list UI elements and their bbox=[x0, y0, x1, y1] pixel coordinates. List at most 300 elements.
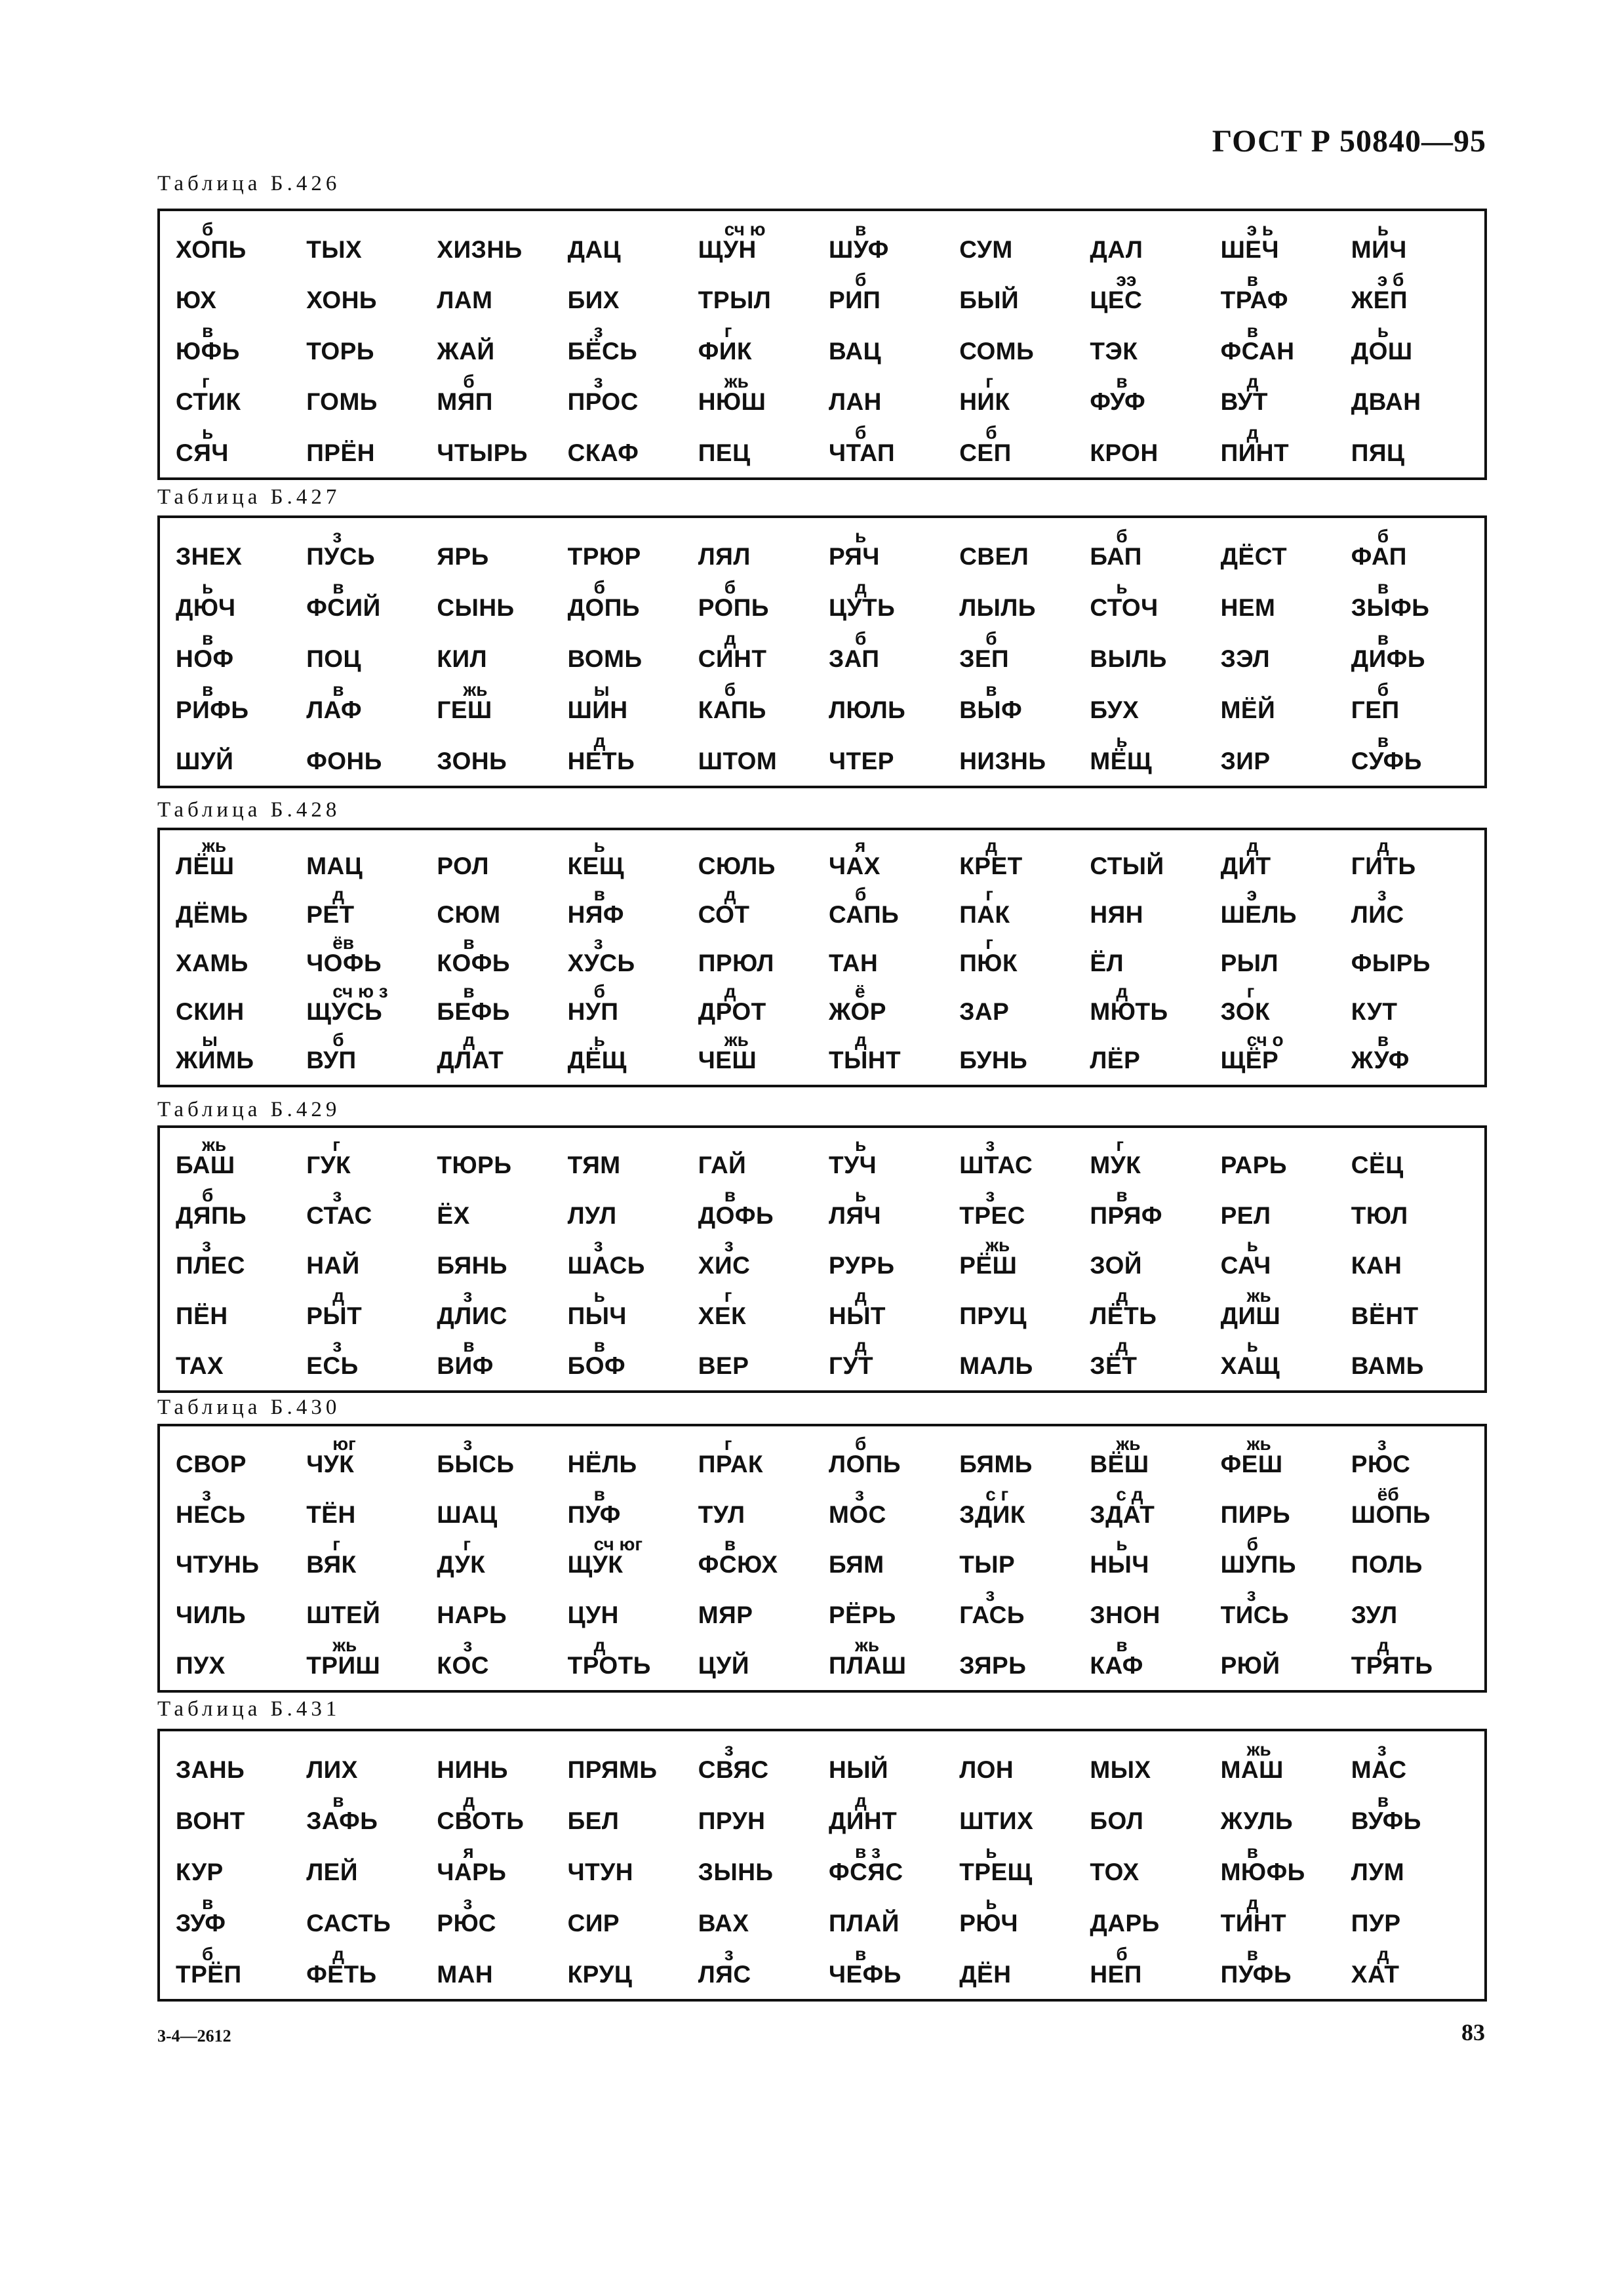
sound-mark: ь bbox=[593, 836, 605, 856]
table-cell bbox=[430, 1183, 561, 1233]
table-cell bbox=[953, 1533, 1083, 1583]
table-cell bbox=[1345, 1482, 1475, 1533]
table-cell bbox=[430, 981, 561, 1030]
table-cell bbox=[1214, 1183, 1345, 1233]
table-word: ТИСЬ bbox=[1220, 1601, 1290, 1629]
table-word: ФСЯС bbox=[828, 1859, 903, 1885]
table-cell bbox=[430, 1432, 561, 1482]
table-cell bbox=[561, 1234, 692, 1283]
table-cell bbox=[1083, 1482, 1214, 1533]
sound-mark: г bbox=[1116, 1135, 1124, 1156]
table-cell bbox=[300, 420, 430, 471]
table-cell bbox=[300, 1582, 430, 1633]
table-cell bbox=[1083, 268, 1214, 319]
table-word: ТРАФ bbox=[1220, 287, 1289, 314]
table-cell bbox=[953, 420, 1083, 471]
table-word: ГУТ bbox=[828, 1352, 874, 1379]
table-cell bbox=[169, 1030, 300, 1078]
table-cell bbox=[1345, 318, 1475, 369]
table-cell bbox=[1345, 1633, 1475, 1683]
table-cell bbox=[169, 420, 300, 471]
sound-mark: ь bbox=[1246, 1335, 1258, 1356]
table-word: ПЯЦ bbox=[1351, 439, 1405, 466]
table-cell bbox=[561, 574, 692, 626]
sound-mark: в bbox=[1377, 577, 1389, 597]
sound-mark: ы bbox=[202, 1030, 218, 1050]
table-cell bbox=[953, 836, 1083, 884]
table-cell bbox=[1083, 1737, 1214, 1788]
table-cell bbox=[822, 1334, 953, 1384]
table-word: ВЁНТ bbox=[1351, 1302, 1419, 1329]
table-cell bbox=[561, 1582, 692, 1633]
table-word: ВУФЬ bbox=[1351, 1807, 1421, 1834]
table-cell bbox=[953, 1839, 1083, 1890]
table-cell bbox=[692, 884, 822, 933]
table-cell bbox=[822, 216, 953, 268]
table-word: НЫТ bbox=[828, 1302, 886, 1329]
table-cell bbox=[1214, 1941, 1345, 1992]
table-cell bbox=[430, 369, 561, 420]
table-word: БОФ bbox=[567, 1352, 626, 1379]
table-cell bbox=[300, 677, 430, 728]
sound-mark: в bbox=[1377, 628, 1389, 649]
table-word: ПИРЬ bbox=[1220, 1500, 1291, 1528]
table-word: ТЮРЬ bbox=[437, 1152, 512, 1179]
table-word: БИХ bbox=[567, 287, 620, 314]
table-word: ГИТЬ bbox=[1351, 853, 1416, 879]
table-word: ПЛЕС bbox=[176, 1252, 245, 1279]
sound-mark: ь bbox=[202, 422, 214, 443]
table-cell bbox=[692, 1432, 822, 1482]
table-word: ТЫНТ bbox=[828, 1047, 901, 1074]
table-cell bbox=[953, 1183, 1083, 1233]
table-cell bbox=[300, 884, 430, 933]
table-word: ФИК bbox=[698, 337, 753, 365]
sound-mark: сч юг bbox=[593, 1534, 643, 1555]
table-cell bbox=[561, 1890, 692, 1941]
table-cell bbox=[692, 1582, 822, 1633]
sound-mark: з bbox=[985, 1184, 995, 1205]
sound-mark: в bbox=[985, 679, 997, 700]
table-cell bbox=[300, 1633, 430, 1683]
table-cell bbox=[1345, 884, 1475, 933]
table-cell bbox=[822, 1030, 953, 1078]
table-cell bbox=[692, 626, 822, 677]
table-word: ЗНОН bbox=[1090, 1601, 1160, 1629]
table-cell bbox=[300, 1788, 430, 1839]
table-word: БУХ bbox=[1090, 696, 1139, 723]
table-word: ТЯМ bbox=[567, 1152, 621, 1179]
sound-mark: жь bbox=[332, 1635, 357, 1655]
table-word: НЕП bbox=[1090, 1961, 1142, 1988]
table-word: БУНЬ bbox=[959, 1047, 1028, 1074]
sound-mark: б bbox=[202, 1184, 214, 1205]
table-word: СЕП bbox=[959, 439, 1012, 466]
sound-mark: з bbox=[332, 526, 342, 546]
table-cell bbox=[1345, 1432, 1475, 1482]
table-word: КУР bbox=[176, 1859, 224, 1885]
table-word: ФУФ bbox=[1090, 388, 1146, 416]
table-cell bbox=[430, 574, 561, 626]
table-cell bbox=[300, 933, 430, 981]
table-word: НЮШ bbox=[698, 388, 766, 416]
table-word: САСТЬ bbox=[306, 1910, 391, 1937]
table-cell bbox=[430, 420, 561, 471]
table-cell bbox=[430, 1533, 561, 1583]
table-cell bbox=[953, 1890, 1083, 1941]
table-cell bbox=[430, 1582, 561, 1633]
sound-mark: д bbox=[854, 577, 867, 597]
table-word: НУП bbox=[567, 998, 619, 1025]
table-word: ХАТ bbox=[1351, 1961, 1400, 1988]
word-grid bbox=[169, 216, 1475, 471]
word-grid bbox=[169, 836, 1475, 1078]
table-word: ХЕК bbox=[698, 1302, 747, 1329]
sound-mark: в bbox=[1246, 270, 1258, 291]
table-cell bbox=[1083, 574, 1214, 626]
sound-mark: э ь bbox=[1246, 218, 1274, 239]
table-word: КУТ bbox=[1351, 998, 1398, 1025]
table-cell bbox=[169, 1633, 300, 1683]
table-word: ШАСЬ bbox=[567, 1252, 645, 1279]
table-cell bbox=[430, 1941, 561, 1992]
table-word: КРОН bbox=[1090, 439, 1159, 466]
sound-mark: б bbox=[854, 422, 867, 443]
table-cell bbox=[1083, 884, 1214, 933]
table-cell bbox=[1214, 728, 1345, 779]
table-word: НАРЬ bbox=[437, 1601, 507, 1629]
table-word: ЗАП bbox=[828, 645, 880, 672]
table-word: ГОМЬ bbox=[306, 388, 378, 416]
sound-mark: б bbox=[854, 270, 867, 291]
table-word: РЮЧ bbox=[959, 1910, 1019, 1937]
table-word: ХИС bbox=[698, 1252, 751, 1279]
sound-mark: г bbox=[463, 1534, 471, 1555]
word-grid bbox=[169, 1133, 1475, 1384]
table-word: ЧИЛЬ bbox=[176, 1601, 247, 1629]
table-word: ТЁН bbox=[306, 1500, 356, 1528]
sound-mark: в bbox=[1246, 1944, 1258, 1964]
table-cell bbox=[561, 318, 692, 369]
table-cell bbox=[822, 677, 953, 728]
table-word: ДИФЬ bbox=[1351, 645, 1425, 672]
table-word: ПУХ bbox=[176, 1652, 226, 1679]
table-word: МИЧ bbox=[1351, 235, 1407, 263]
sound-mark: з bbox=[1377, 884, 1387, 904]
table-cell bbox=[1214, 1334, 1345, 1384]
table-word: ТАН bbox=[828, 950, 879, 977]
table-cell bbox=[300, 523, 430, 574]
sound-mark: ь bbox=[1377, 218, 1389, 239]
table-word: СОМЬ bbox=[959, 337, 1035, 365]
table-cell bbox=[822, 1941, 953, 1992]
table-cell bbox=[561, 1133, 692, 1183]
table-cell bbox=[953, 1633, 1083, 1683]
sound-mark: жь bbox=[1116, 1433, 1141, 1454]
table-word: ФОНЬ bbox=[306, 748, 382, 775]
table-cell bbox=[1083, 1839, 1214, 1890]
sound-mark: з bbox=[985, 1584, 995, 1605]
table-word: ДОШ bbox=[1351, 337, 1413, 365]
table-word: ЛУЛ bbox=[567, 1201, 617, 1229]
sound-mark: в bbox=[463, 1335, 475, 1356]
table-caption: Таблица Б.429 bbox=[157, 1098, 341, 1121]
sound-mark: з bbox=[202, 1235, 211, 1256]
table-word: ЛОН bbox=[959, 1756, 1014, 1783]
table-word: ЗЕП bbox=[959, 645, 1010, 672]
table-word: ЗАНЬ bbox=[176, 1756, 245, 1783]
table-cell bbox=[822, 836, 953, 884]
sound-mark: з bbox=[593, 371, 603, 392]
table-caption: Таблица Б.427 bbox=[157, 485, 341, 509]
table-cell bbox=[169, 728, 300, 779]
sound-mark: в bbox=[593, 884, 605, 904]
sound-mark: э б bbox=[1377, 270, 1404, 291]
table-cell bbox=[561, 1432, 692, 1482]
table-cell bbox=[692, 574, 822, 626]
table-word: БАШ bbox=[176, 1152, 235, 1179]
table-word: ХОПЬ bbox=[176, 235, 247, 263]
table-word: БЕЛ bbox=[567, 1807, 620, 1834]
sound-mark: в bbox=[1116, 1184, 1128, 1205]
table-word: МЮФЬ bbox=[1220, 1859, 1305, 1885]
table-word: ПРУН bbox=[698, 1807, 766, 1834]
sound-mark: ь bbox=[1116, 577, 1128, 597]
table-cell bbox=[561, 1482, 692, 1533]
sound-mark: д bbox=[1377, 1635, 1389, 1655]
table-word: ЗАФЬ bbox=[306, 1807, 378, 1834]
table-cell bbox=[169, 1582, 300, 1633]
sound-mark: ь bbox=[1246, 1235, 1258, 1256]
table-word: ЗНЕХ bbox=[176, 543, 243, 570]
sound-mark: в bbox=[724, 1184, 736, 1205]
table-cell bbox=[692, 1234, 822, 1283]
table-cell bbox=[1345, 369, 1475, 420]
sound-mark: жь bbox=[985, 1235, 1010, 1256]
table-word: ПИНТ bbox=[1220, 439, 1290, 466]
table-word: ШАЦ bbox=[437, 1500, 498, 1528]
word-table bbox=[157, 515, 1487, 788]
table-word: ДЮЧ bbox=[176, 594, 236, 621]
table-word: ТАХ bbox=[176, 1352, 224, 1379]
sound-mark: в bbox=[202, 628, 214, 649]
sound-mark: в з bbox=[854, 1842, 881, 1862]
sound-mark: в bbox=[854, 218, 867, 239]
table-cell bbox=[300, 1533, 430, 1583]
table-word: ПОЦ bbox=[306, 645, 362, 672]
table-cell bbox=[1083, 318, 1214, 369]
sound-mark: жь bbox=[1246, 1739, 1271, 1760]
sound-mark: в bbox=[1377, 731, 1389, 751]
sound-mark: з bbox=[724, 1739, 734, 1760]
table-cell bbox=[169, 1737, 300, 1788]
table-cell bbox=[1083, 981, 1214, 1030]
table-word: ЛЮЛЬ bbox=[828, 696, 906, 723]
table-cell bbox=[561, 523, 692, 574]
table-word: ДИШ bbox=[1220, 1302, 1281, 1329]
table-word: ДЁЩ bbox=[567, 1047, 627, 1074]
sound-mark: з bbox=[463, 1635, 473, 1655]
table-caption: Таблица Б.431 bbox=[157, 1697, 341, 1721]
table-cell bbox=[1214, 1133, 1345, 1183]
table-word: ШУФ bbox=[828, 235, 889, 263]
table-cell bbox=[430, 1737, 561, 1788]
table-word: СЫНЬ bbox=[437, 594, 515, 621]
table-word: СТЫЙ bbox=[1090, 853, 1164, 879]
word-table bbox=[157, 1125, 1487, 1393]
table-cell bbox=[1083, 523, 1214, 574]
sound-mark: в bbox=[332, 577, 344, 597]
table-cell bbox=[822, 1234, 953, 1283]
table-cell bbox=[561, 933, 692, 981]
sound-mark: ь bbox=[1116, 1534, 1128, 1555]
table-cell bbox=[430, 1788, 561, 1839]
table-cell bbox=[692, 933, 822, 981]
table-cell bbox=[953, 933, 1083, 981]
table-cell bbox=[430, 728, 561, 779]
table-cell bbox=[692, 318, 822, 369]
table-cell bbox=[953, 728, 1083, 779]
table-cell bbox=[430, 626, 561, 677]
table-cell bbox=[692, 1941, 822, 1992]
table-cell bbox=[1083, 1133, 1214, 1183]
table-cell bbox=[1214, 836, 1345, 884]
table-word: ТРЮР bbox=[567, 543, 641, 570]
sound-mark: б bbox=[332, 1030, 344, 1050]
table-cell bbox=[1214, 523, 1345, 574]
table-word: ЛОПЬ bbox=[828, 1450, 901, 1478]
table-cell bbox=[692, 981, 822, 1030]
table-word: ЁЛ bbox=[1090, 950, 1124, 977]
table-word: ДОФЬ bbox=[698, 1201, 774, 1229]
sound-mark: в bbox=[1246, 320, 1258, 341]
table-word: САЧ bbox=[1220, 1252, 1271, 1279]
table-word: ШТОМ bbox=[698, 748, 778, 775]
table-word: ГУК bbox=[306, 1152, 351, 1179]
table-cell bbox=[1345, 1788, 1475, 1839]
table-cell bbox=[1214, 981, 1345, 1030]
table-cell bbox=[300, 836, 430, 884]
table-word: ХОНЬ bbox=[306, 287, 378, 314]
table-word: ТРЫЛ bbox=[698, 287, 772, 314]
sound-mark: з bbox=[202, 1483, 211, 1504]
sound-mark: б bbox=[202, 218, 214, 239]
table-word: ПЛАЙ bbox=[828, 1910, 900, 1937]
table-word: МЮТЬ bbox=[1090, 998, 1168, 1025]
table-cell bbox=[822, 1283, 953, 1333]
sound-mark: б bbox=[1246, 1534, 1258, 1555]
table-word: САПЬ bbox=[828, 901, 900, 928]
table-word: БЫЙ bbox=[959, 287, 1020, 314]
table-cell bbox=[692, 1133, 822, 1183]
table-cell bbox=[300, 626, 430, 677]
table-cell bbox=[822, 981, 953, 1030]
word-table bbox=[157, 209, 1487, 480]
table-cell bbox=[1345, 677, 1475, 728]
sound-mark: г bbox=[985, 933, 993, 953]
table-cell bbox=[953, 1283, 1083, 1333]
table-word: ЩУСЬ bbox=[306, 998, 383, 1025]
sound-mark: жь bbox=[463, 679, 488, 700]
table-cell bbox=[430, 523, 561, 574]
table-cell bbox=[430, 1283, 561, 1333]
table-word: ПУФ bbox=[567, 1500, 621, 1528]
table-cell bbox=[953, 216, 1083, 268]
table-word: ЗИР bbox=[1220, 748, 1271, 775]
sound-mark: б bbox=[593, 981, 605, 1001]
table-cell bbox=[1083, 626, 1214, 677]
table-word: ЖОР bbox=[828, 998, 886, 1025]
table-cell bbox=[430, 1839, 561, 1890]
table-cell bbox=[1345, 1941, 1475, 1992]
table-cell bbox=[1345, 216, 1475, 268]
table-cell bbox=[822, 1582, 953, 1633]
table-word: ЧЕФЬ bbox=[828, 1961, 901, 1988]
table-cell bbox=[430, 933, 561, 981]
table-cell bbox=[169, 1133, 300, 1183]
sound-mark: д bbox=[332, 1285, 344, 1306]
table-cell bbox=[169, 1890, 300, 1941]
table-word: ПУФЬ bbox=[1220, 1961, 1292, 1988]
table-word: ШТАС bbox=[959, 1152, 1033, 1179]
table-word: ВУП bbox=[306, 1047, 357, 1074]
table-cell bbox=[300, 268, 430, 319]
table-word: ДЁСТ bbox=[1220, 543, 1288, 570]
table-cell bbox=[1083, 1183, 1214, 1233]
table-word: БЯНЬ bbox=[437, 1252, 507, 1279]
table-cell bbox=[1214, 420, 1345, 471]
table-caption: Таблица Б.430 bbox=[157, 1396, 341, 1419]
table-cell bbox=[692, 1030, 822, 1078]
sound-mark: в bbox=[1116, 371, 1128, 392]
table-cell bbox=[1214, 1582, 1345, 1633]
table-cell bbox=[953, 1582, 1083, 1633]
sound-mark: з bbox=[332, 1335, 342, 1356]
table-cell bbox=[953, 1133, 1083, 1183]
table-word: НЕМ bbox=[1220, 594, 1276, 621]
table-word: ЛЁР bbox=[1090, 1047, 1141, 1074]
table-cell bbox=[1083, 1633, 1214, 1683]
table-word: РЫЛ bbox=[1220, 950, 1278, 977]
sound-mark: г bbox=[332, 1135, 340, 1156]
table-word: ДРОТ bbox=[698, 998, 766, 1025]
sound-mark: з bbox=[985, 1135, 995, 1156]
table-word: КОФЬ bbox=[437, 950, 510, 977]
table-cell bbox=[561, 1334, 692, 1384]
sound-mark: в bbox=[202, 679, 214, 700]
table-word: ПЁН bbox=[176, 1302, 228, 1329]
sound-mark: с г bbox=[985, 1483, 1009, 1504]
sound-mark: д bbox=[1377, 1944, 1389, 1964]
table-word: РЯЧ bbox=[828, 543, 880, 570]
table-cell bbox=[1345, 1283, 1475, 1333]
table-word: ДОПЬ bbox=[567, 594, 640, 621]
sound-mark: в bbox=[593, 1483, 605, 1504]
table-word: ЛАН bbox=[828, 388, 882, 416]
sound-mark: б bbox=[985, 422, 997, 443]
table-cell bbox=[1214, 369, 1345, 420]
sound-mark: з bbox=[1377, 1433, 1387, 1454]
table-word: ФЕШ bbox=[1220, 1450, 1283, 1478]
sound-mark: ээ bbox=[1116, 270, 1137, 291]
sound-mark: з bbox=[724, 1944, 734, 1964]
table-word: МАС bbox=[1351, 1756, 1407, 1783]
table-cell bbox=[1083, 1533, 1214, 1583]
table-cell bbox=[953, 1482, 1083, 1533]
table-word: БЕФЬ bbox=[437, 998, 510, 1025]
table-word: МОС bbox=[828, 1500, 886, 1528]
table-word: ЕСЬ bbox=[306, 1352, 359, 1379]
